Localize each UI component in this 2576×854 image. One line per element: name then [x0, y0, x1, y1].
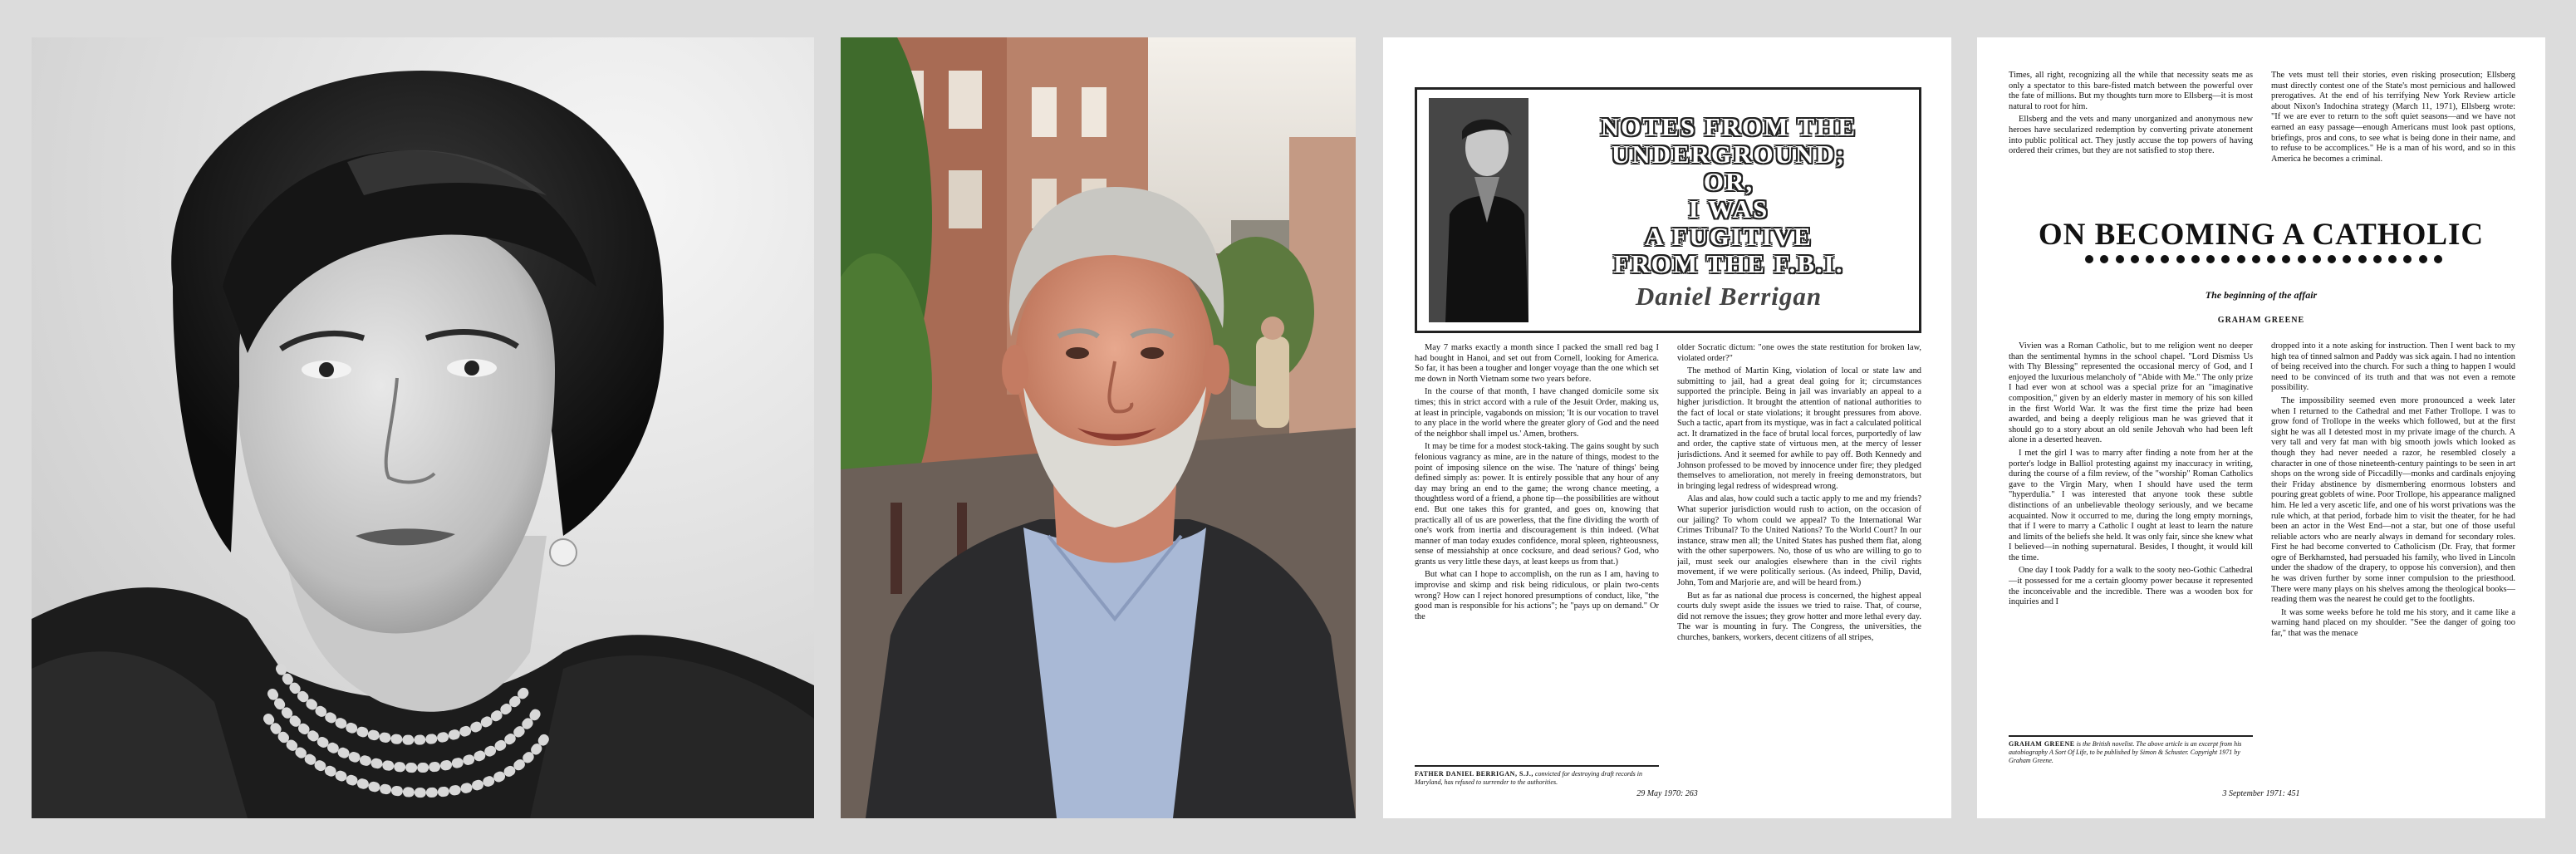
- paragraph: In the course of that month, I have changed domicile some six times; this in strict accord with a rule of the Jesuit Order, making us, at least in principle, vagabonds on mission; 'It is our vocation to travel to any place in the world where the greater glory of God and the need of the neighbor shall impel us.' Amen, brothers.: [1415, 387, 1659, 439]
- article-column-2: [1677, 343, 1921, 763]
- tail-column-1: [2009, 71, 2253, 204]
- paragraph: dropped into it a note asking for instruction. Then I went back to my high tea of tinned salmon and Paddy was sick again. I had no intention of being received into the church. For such a thing to happen I would need to be convinced of its truth and that was not even a remote possibility.: [2271, 341, 2515, 393]
- paragraph: Ellsberg and the vets and many unorganized and anonymous new heroes have secularized redemption by converting private atonement into public political act. They justly accuse the top powers of having ordered their crimes, but they are not satisfied to stop there.: [2009, 115, 2253, 156]
- previous-article-tail: [2009, 71, 2515, 204]
- article-subtitle: The beginning of the affair: [2205, 289, 2318, 301]
- author-photo: [1429, 98, 1528, 322]
- paragraph: May 7 marks exactly a month since I packed the small red bag I had bought in Hanoi, and set out from Cornell, looking for America. So far, it has been a tougher and longer voyage than the one which set me down in North Vietnam some two years before.: [1415, 343, 1659, 384]
- paragraph: Alas and alas, how could such a tactic apply to me and my friends? What superior jurisdiction would rush to action, on the occasion of our jailing? To whom could we appeal? To the International War Crimes Tribunal? To the United Nations? To the World Court? In our instance, straw men all; the United States has pushed them flat, along with the other superpowers. No, those of us who are willing to go to jail, must seek our analogies elsewhere than in the civil rights movement, if we were politically serious. (As indeed, Philip, David, John, Tom and Marjorie are, and will be heard from.): [1677, 494, 1921, 588]
- title-line: FROM THE F.B.I.: [1613, 249, 1844, 278]
- title-line: UNDERGROUND;: [1611, 140, 1847, 169]
- article-column-1: [1415, 343, 1659, 763]
- paragraph: older Socratic dictum: "one owes the state restitution for broken law, violated order?": [1677, 343, 1921, 363]
- portrait-man-image: [841, 37, 1356, 818]
- paragraph: But as far as national due process is concerned, the highest appeal courts duly swept aside the issues we tried to raise. That, of course, did not remove the issues; they grow hotter and more lethal every day. The war is mounting in fury. The Congress, the universities, the churches, bankers, workers, decent citizens of all stripes,: [1677, 591, 1921, 643]
- article-body: [2009, 341, 2515, 790]
- portrait-woman-image: [32, 37, 814, 818]
- tail-column-2: [2271, 71, 2515, 204]
- paragraph: The method of Martin King, violation of local or state law and submitting to jail, had a great deal going for it; circumstances supported the principle. Being in jail was invariably an appeal to a higher jurisdiction. It brought the attention of national authorities to the fact of local or state violations; it brought pressures from above. Such a tactic, apart from its mystique, was in fact a calculated political act. It dramatized in the face of brutal local forces, purportedly of law and order, the captive state of virtuous men, at the mercy of lesser jurisdictions. And it seemed for awhile to pay off. Both Kennedy and Johnson professed to be moved by innocence under fire; they pledged themselves to amelioration, not merely in freeing demonstrators, but in bringing legal redress of widespread wrong.: [1677, 366, 1921, 491]
- article-author: Daniel Berrigan: [1635, 282, 1823, 311]
- title-line: I WAS: [1688, 194, 1769, 223]
- article-column-1: [2009, 341, 2253, 725]
- article-title: [1542, 113, 1916, 310]
- title-dot-rule: [2085, 255, 2442, 263]
- paragraph: It was some weeks before he told me his story, and it came like a warning hand placed on my shoulder. "See the danger of going too far," that was the menace: [2271, 607, 2515, 639]
- title-line: NOTES FROM THE: [1600, 112, 1857, 141]
- article-title: ON BECOMING A CATHOLIC: [2038, 218, 2485, 252]
- paragraph: One day I took Paddy for a walk to the sooty neo-Gothic Cathedral—it possessed for me a certain gloomy power because it represented the inconceivable and the incredible. There was a wooden box for inquiries and I: [2009, 566, 2253, 607]
- magazine-page-greene: [1977, 37, 2545, 818]
- paragraph: The impossibility seemed even more pronounced a week later when I returned to the Cathedral and met Father Trollope. I was to grow fond of Trollope in the weeks which followed, but at the first sight he was all I detested most in my private image of the church. A very tall and very fat man with big smooth jowls which looked as though they had never needed a razor, he resembled closely a character in one of those nineteenth-century paintings to be seen in art shops on the wrong side of Piccadilly—monks and cardinals enjoying their Friday abstinence by dismembering enormous lobsters and pouring great goblets of wine. Poor Trollope, his appearance maligned him. He led a very ascetic life, and one of his worst privations was the rule which, at that period, forbade him to visit the theater, for he had been an actor in the West End—not a star, but one of those useful reliable actors who are nearly always in demand for secondary roles. First he had become converted to Catholicism (Dr. Fray, that former ogre of Berkhamsted, had persuaded his family, who lived in Lincoln under the shadow of the drapery, to oppose his conversion), and then he was driven further by some inner compulsion to the priesthood. There were many plays on his shelves among the theological books—reading them was the nearest he could get to the footlights.: [2271, 395, 2515, 605]
- page-folio: 29 May 1970: 263: [1636, 789, 1698, 798]
- paragraph: I met the girl I was to marry after finding a note from her at the porter's lodge in Balliol protesting against my inaccuracy in writing, during the course of a film review, of the "worship" Roman Catholics gave to the Virgin Mary, when I should have used the term "hyperdulia." I was interested that anyone took these subtle distinctions of an unbelievable theology seriously, and we became acquainted. Now it occurred to me, during the long empty mornings, that if I were to marry a Catholic I ought at least to learn the nature and limits of the beliefs she held. It was only fair, since she knew what I believed—in nothing supernatural. Besides, I thought, it would kill the time.: [2009, 448, 2253, 562]
- footnote-text: convicted for destroying draft records in Maryland, has refused to surrender to the authorities.: [1415, 770, 1642, 786]
- footnote-text: is the British novelist. The above article is an excerpt from his autobiography A Sort Of Life, to be published by Simon & Schuster. Copyright 1971 by Graham Greene.: [2009, 740, 2242, 764]
- author-footnote: [1415, 765, 1659, 787]
- footnote-name: GRAHAM GREENE: [2009, 740, 2075, 748]
- paragraph: Times, all right, recognizing all the while that necessity seats me as only a spectator to this bare-fisted match between the powerful over the fate of millions. But my thoughts turn more to Ellsberg—it is most natural to root for him.: [2009, 71, 2253, 111]
- article-byline: GRAHAM GREENE: [2217, 316, 2305, 325]
- article-column-2: [2271, 341, 2515, 790]
- portrait-man-street-photo: [841, 37, 1356, 818]
- title-line: A FUGITIVE: [1645, 222, 1813, 251]
- paragraph: But what can I hope to accomplish, on the run as I am, having to improvise and skimp and risk being ridiculous, or plain two-cents wrong? How can I reject honored presumptions of conduct, like, "the good man is responsible for his actions"; he "pays up on demand." Or the: [1415, 570, 1659, 621]
- magazine-page-berrigan: [1383, 37, 1951, 818]
- page-folio: 3 September 1971: 451: [2222, 789, 2300, 798]
- title-line: OR,: [1703, 167, 1754, 196]
- paragraph: Vivien was a Roman Catholic, but to me religion went no deeper than the sentimental hymns in the school chapel. "Lord Dismiss Us with Thy Blessing" represented the occasional mercy of God, and I enjoyed the luxurious melancholy of "Abide with Me." The only prize I had ever won at school was a special prize for an "imaginative composition," given by an elderly master in memory of his son killed in the first World War. It was the first time the prize had been awarded, and being a deeply religious man he was grieved that it should go to a story about an old senile Jehovah who had been left alone in a deserted heaven.: [2009, 341, 2253, 445]
- article-title-box: [1415, 87, 1921, 333]
- portrait-woman-photo: [32, 37, 814, 818]
- author-footnote: [2009, 735, 2253, 765]
- paragraph: It may be time for a modest stock-taking. The gains sought by such felonious vagrancy as mine, are in the nature of things, modest to the point of imposing silence on the wise. The 'nature of things' being defined simply as: power. It is entirely possible that any hour of any day may bring an end to the game; the wrong chance meeting, a thoughtless word of a friend, a phone tip—the possibilities are without end. But one takes this for granted, and goes on, knowing that practically all of us are powerless, that the fine dividing the worth of one's work from inertia and discouragement is thin indeed. (What manner of man today exudes confidence, moral spleen, righteousness, sense of messiahship at once cocksure, and dead serious? God, who grants us very little these days, at least keeps us from that.): [1415, 442, 1659, 567]
- footnote-name: FATHER DANIEL BERRIGAN, S.J.,: [1415, 770, 1533, 778]
- paragraph: The vets must tell their stories, even risking prosecution; Ellsberg must directly contest one of the State's most pernicious and hallowed prerogatives. At the end of his terrifying New York Review article about Nixon's Indochina strategy (March 11, 1971), Ellsberg wrote: "If we are ever to return to the soft quiet seasons—and we have not earned an easy passage—enough Americans must look past options, briefings, pros and cons, to see what is being done in their name, and to refuse to be accomplices." He is a man of his word, and so in this America he becomes a criminal.: [2271, 71, 2515, 164]
- article-body: [1415, 343, 1921, 763]
